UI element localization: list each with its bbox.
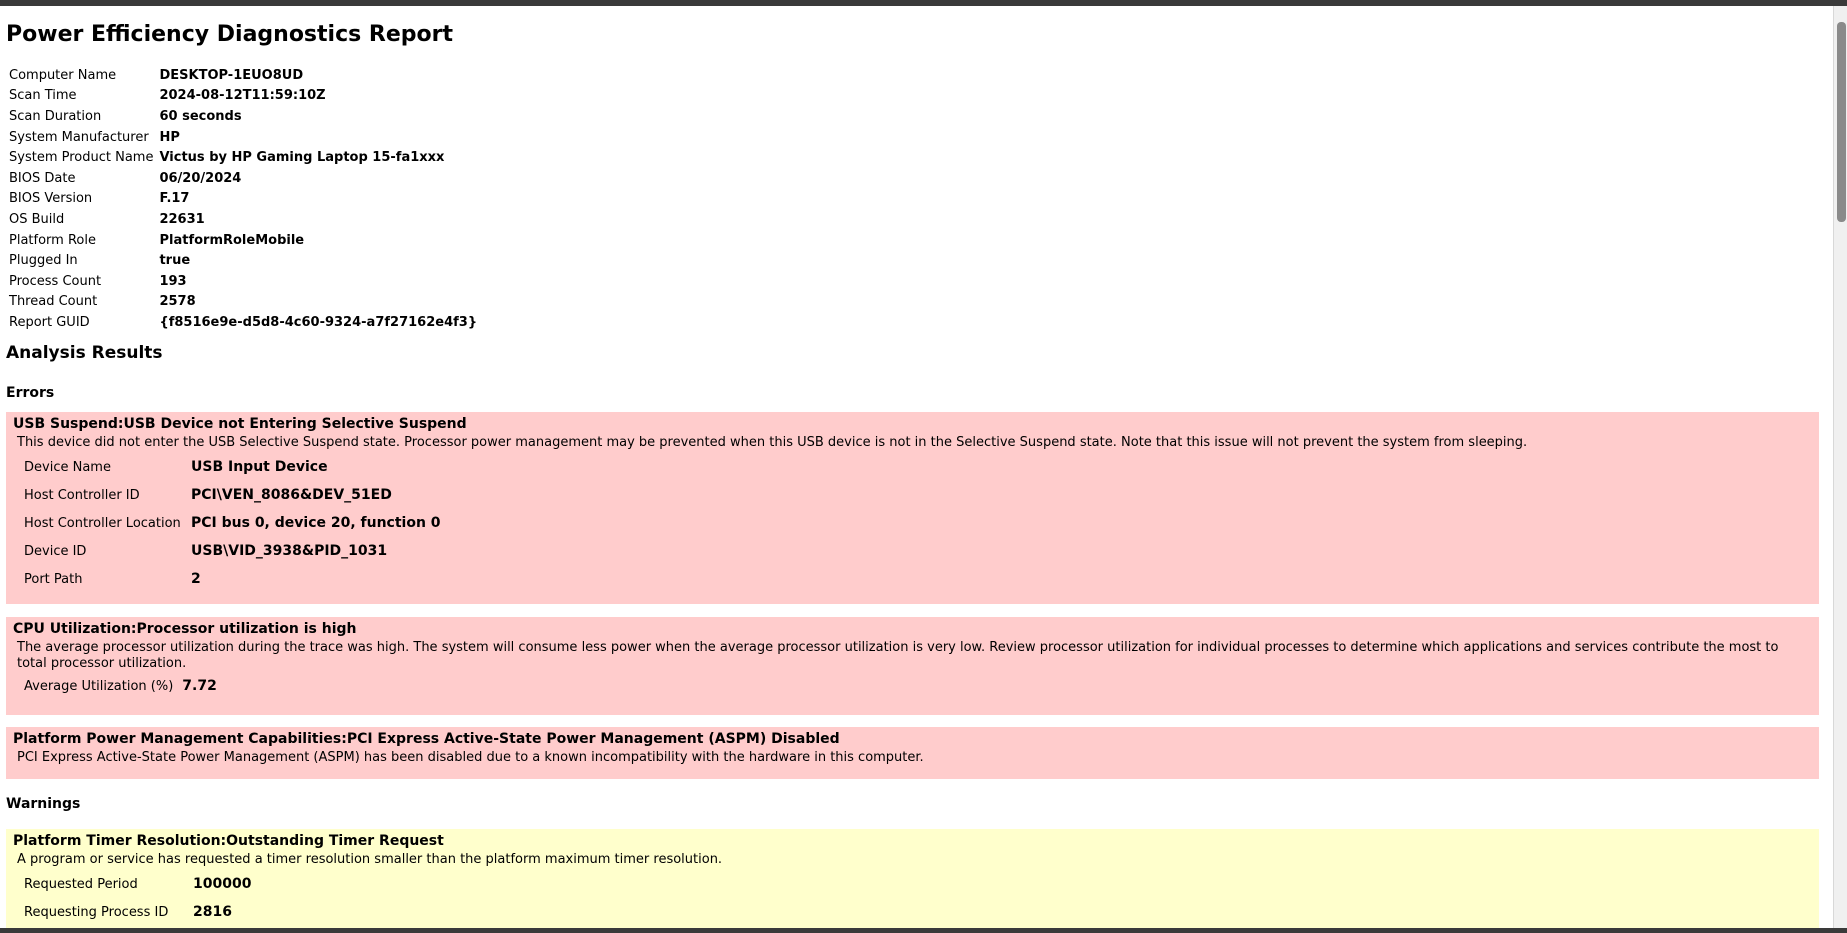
detail-label: Device ID xyxy=(24,543,87,559)
issue-details-table xyxy=(24,453,444,593)
detail-value: 2816 xyxy=(193,904,232,920)
info-label: BIOS Date xyxy=(9,170,76,186)
info-label: Plugged In xyxy=(9,253,78,269)
info-label: OS Build xyxy=(9,211,65,227)
info-value: DESKTOP-1EUO8UD xyxy=(159,67,304,83)
errors-heading: Errors xyxy=(6,385,55,401)
detail-value: 2 xyxy=(191,571,201,587)
detail-label: Requested Period xyxy=(24,876,138,892)
info-label: Computer Name xyxy=(9,67,117,83)
detail-value: USB\VID_3938&PID_1031 xyxy=(191,543,388,559)
info-row xyxy=(6,106,480,127)
info-value: 193 xyxy=(159,273,187,289)
info-value: F.17 xyxy=(159,191,190,207)
warning-timer-resolution xyxy=(6,829,1819,928)
info-value: HP xyxy=(159,129,180,145)
detail-row xyxy=(24,453,444,481)
issue-details-table xyxy=(24,674,220,698)
info-label: Scan Duration xyxy=(9,108,102,124)
info-label: BIOS Version xyxy=(9,191,93,207)
info-row xyxy=(6,65,480,86)
detail-value: 100000 xyxy=(193,876,252,892)
detail-row xyxy=(24,509,444,537)
info-row xyxy=(6,86,480,107)
detail-label: Average Utilization (%) xyxy=(24,678,174,694)
detail-row xyxy=(24,481,444,509)
detail-label: Device Name xyxy=(24,459,111,475)
error-aspm-disabled xyxy=(6,727,1819,779)
warnings-heading: Warnings xyxy=(6,796,81,812)
info-row xyxy=(6,127,480,148)
info-row xyxy=(6,250,480,271)
detail-value: PCI\VEN_8086&DEV_51ED xyxy=(191,487,392,503)
report-title: Power Efficiency Diagnostics Report xyxy=(6,22,453,47)
info-label: Platform Role xyxy=(9,232,96,248)
detail-row xyxy=(24,674,220,698)
info-value: Victus by HP Gaming Laptop 15-fa1xxx xyxy=(159,150,445,166)
info-row xyxy=(6,271,480,292)
info-value: PlatformRoleMobile xyxy=(159,232,305,248)
detail-label: Host Controller Location xyxy=(24,515,181,531)
scrollbar-thumb[interactable] xyxy=(1837,22,1846,222)
error-usb-suspend xyxy=(6,412,1819,604)
info-row xyxy=(6,209,480,230)
info-label: Scan Time xyxy=(9,88,77,104)
info-label: Process Count xyxy=(9,273,102,289)
info-value: 60 seconds xyxy=(159,108,242,124)
info-value: 2024-08-12T11:59:10Z xyxy=(159,88,326,104)
detail-value: 7.72 xyxy=(182,678,217,694)
detail-row xyxy=(24,565,444,593)
info-row xyxy=(6,312,480,333)
info-row xyxy=(6,168,480,189)
info-row xyxy=(6,230,480,251)
info-label: Thread Count xyxy=(9,294,98,310)
info-label: System Manufacturer xyxy=(9,129,149,145)
info-row xyxy=(6,189,480,210)
detail-value: PCI bus 0, device 20, function 0 xyxy=(191,515,441,531)
detail-row xyxy=(24,537,444,565)
issue-title: CPU Utilization:Processor utilization is high xyxy=(13,621,357,637)
issue-title: Platform Power Management Capabilities:PCI Express Active-State Power Management (ASPM) Disabled xyxy=(13,731,840,747)
issue-title: Platform Timer Resolution:Outstanding Timer Request xyxy=(13,833,444,849)
info-row xyxy=(6,147,480,168)
info-value: 2578 xyxy=(159,294,196,310)
info-label: Report GUID xyxy=(9,314,90,330)
vertical-scrollbar[interactable] xyxy=(1833,6,1847,928)
info-row xyxy=(6,292,480,313)
info-value: true xyxy=(159,253,191,269)
issue-description: A program or service has requested a timer resolution smaller than the platform maximum timer resolution. xyxy=(17,852,723,867)
analysis-results-heading: Analysis Results xyxy=(6,343,163,363)
detail-label: Host Controller ID xyxy=(24,487,140,503)
error-cpu-utilization xyxy=(6,617,1819,715)
issue-details-table xyxy=(24,870,254,926)
detail-row xyxy=(24,870,254,898)
info-label: System Product Name xyxy=(9,150,154,166)
info-value: 22631 xyxy=(159,211,205,227)
issue-description: The average processor utilization during the trace was high. The system will consume less power when the average processor utilization is very low. Review processor utilization for individual processes to determine which applications and services contribute the most to total processor utilization. xyxy=(17,640,1779,671)
detail-value: USB Input Device xyxy=(191,459,328,475)
issue-title: USB Suspend:USB Device not Entering Selective Suspend xyxy=(13,416,467,432)
detail-row xyxy=(24,898,254,926)
detail-label: Requesting Process ID xyxy=(24,904,169,920)
issue-description: PCI Express Active-State Power Management (ASPM) has been disabled due to a known incompatibility with the hardware in this computer. xyxy=(17,750,924,765)
detail-label: Port Path xyxy=(24,571,83,587)
report-page xyxy=(0,6,1834,928)
info-value: {f8516e9e-d5d8-4c60-9324-a7f27162e4f3} xyxy=(159,314,478,330)
info-value: 06/20/2024 xyxy=(159,170,242,186)
issue-description: This device did not enter the USB Selective Suspend state. Processor power management may be prevented when this USB device is not in the Selective Suspend state. Note that this issue will not prevent the system from sleeping. xyxy=(17,435,1528,450)
system-info-table xyxy=(6,65,480,333)
